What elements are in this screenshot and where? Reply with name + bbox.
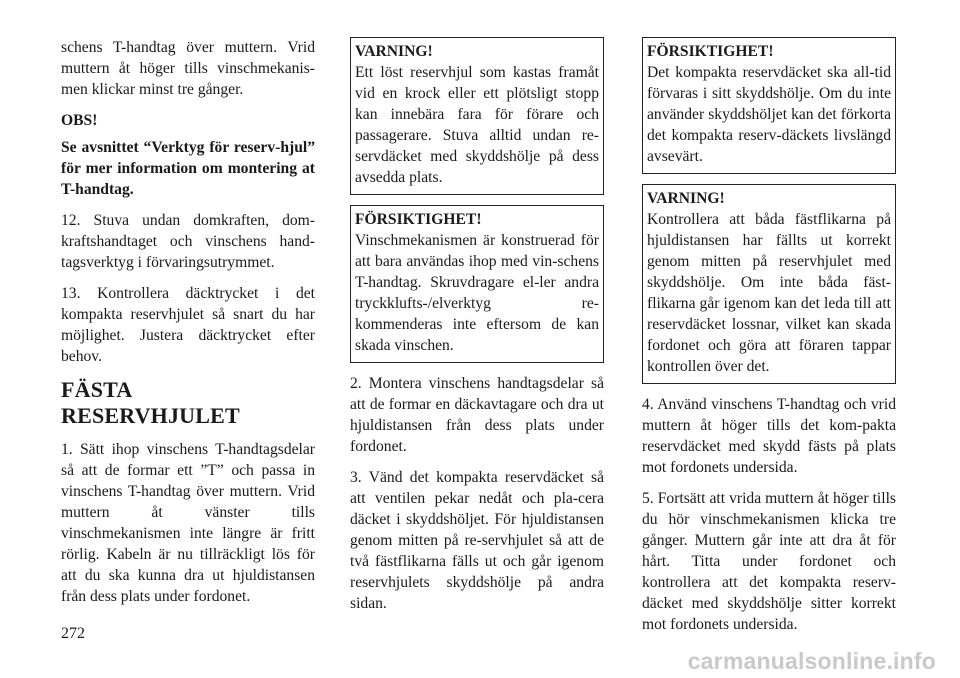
step-4: 4. Använd vinschens T-handtag och vrid muttern åt höger tills det kom-pakta reservdäcket med skydd fästs på plats mot fordonets undersida. bbox=[642, 396, 896, 476]
warning-text: Kontrollera att båda fästflikarna på hjuldistansen har fällts ut korrekt genom mitten på reservhjulet med skyddshölje. Om inte båda fäst-flikarna går igenom kan det leda till att reservdäcket lossnar, vilket kan skada fordonet och göra att föraren tappar kontrollen över det. bbox=[647, 211, 891, 375]
caution-text: Det kompakta reservdäcket ska all-tid förvaras i sitt skyddshölje. Om du inte använder skyddshöljet kan det förkorta det kompakta reserv-däckets livslängd avsevärt. bbox=[647, 64, 891, 165]
page-number: 272 bbox=[61, 625, 85, 642]
step-13: 13. Kontrollera däcktrycket i det kompakta reservhjulet så snart du har möjlighet. Justera däcktrycket efter behov. bbox=[61, 285, 315, 365]
column-2 bbox=[350, 37, 604, 624]
caution-text: Vinschmekanismen är konstruerad för att bara användas ihop med vin-schens T-handtag. Skruvdragare el-ler andra tryckklufts-/elverktyg re-kommenderas inte eftersom de kan skada vinschen. bbox=[355, 232, 599, 354]
step-2: 2. Montera vinschens handtagsdelar så att de formar en däckavtagare och dra ut hjuldistansen från dess plats under fordonet. bbox=[350, 375, 604, 455]
warning-title: VARNING! bbox=[355, 43, 433, 60]
note-text: Se avsnittet “Verktyg för reserv-hjul” för mer information om montering at T-handtag. bbox=[61, 139, 315, 198]
warning-title: VARNING! bbox=[647, 190, 725, 207]
column-3 bbox=[642, 37, 896, 645]
caution-title: FÖRSIKTIGHET! bbox=[355, 211, 482, 228]
column-1 bbox=[61, 37, 315, 617]
step-12: 12. Stuva undan domkraften, dom-kraftshandtaget och vinschens hand-tagsverktyg i förvaringsutrymmet. bbox=[61, 212, 315, 271]
caution-box bbox=[350, 205, 604, 363]
caution-title: FÖRSIKTIGHET! bbox=[647, 43, 774, 60]
paragraph-continued: schens T-handtag över muttern. Vrid muttern åt höger tills vinschmekanis-men klickar minst tre gånger. bbox=[61, 39, 315, 98]
warning-box bbox=[350, 37, 604, 195]
step-1: 1. Sätt ihop vinschens T-handtagsdelar så att de formar ett ”T” och passa in vinschens T-handtag över muttern. Vrid muttern åt vänster tills vinschmekanismen inte längre är fritt rörlig. Kabeln är nu tillräckligt lös för att du ska kunna dra ut hjuldistansen från dess plats under fordonet. bbox=[61, 441, 315, 605]
step-3: 3. Vänd det kompakta reservdäcket så att ventilen pekar nedåt och pla-cera däcket i skyddshöljet. För hjuldistansen genom mitten på re-servhjulet så att de två fästflikarna fälls ut och går igenom reservhjulets skyddshölje på andra sidan. bbox=[350, 469, 604, 612]
note-label: OBS! bbox=[61, 112, 98, 129]
caution-box bbox=[642, 37, 896, 174]
warning-box bbox=[642, 184, 896, 384]
watermark: carmanualsonline.info bbox=[687, 648, 936, 674]
section-heading: FÄSTA RESERVHJULET bbox=[61, 377, 240, 428]
step-5: 5. Fortsätt att vrida muttern åt höger tills du hör vinschmekanismen klicka tre gånger. Muttern går inte att dra åt för hårt. Titta under fordonet och kontrollera att det kompakta reserv-däcket med skyddshölje sitter korrekt mot fordonets undersida. bbox=[642, 490, 896, 633]
warning-text: Ett löst reservhjul som kastas framåt vid en krock eller ett plötsligt stopp kan innebära fara för förare och passagerare. Stuva alltid undan re-servdäcket med skyddshölje på dess avsedda plats. bbox=[355, 64, 599, 186]
